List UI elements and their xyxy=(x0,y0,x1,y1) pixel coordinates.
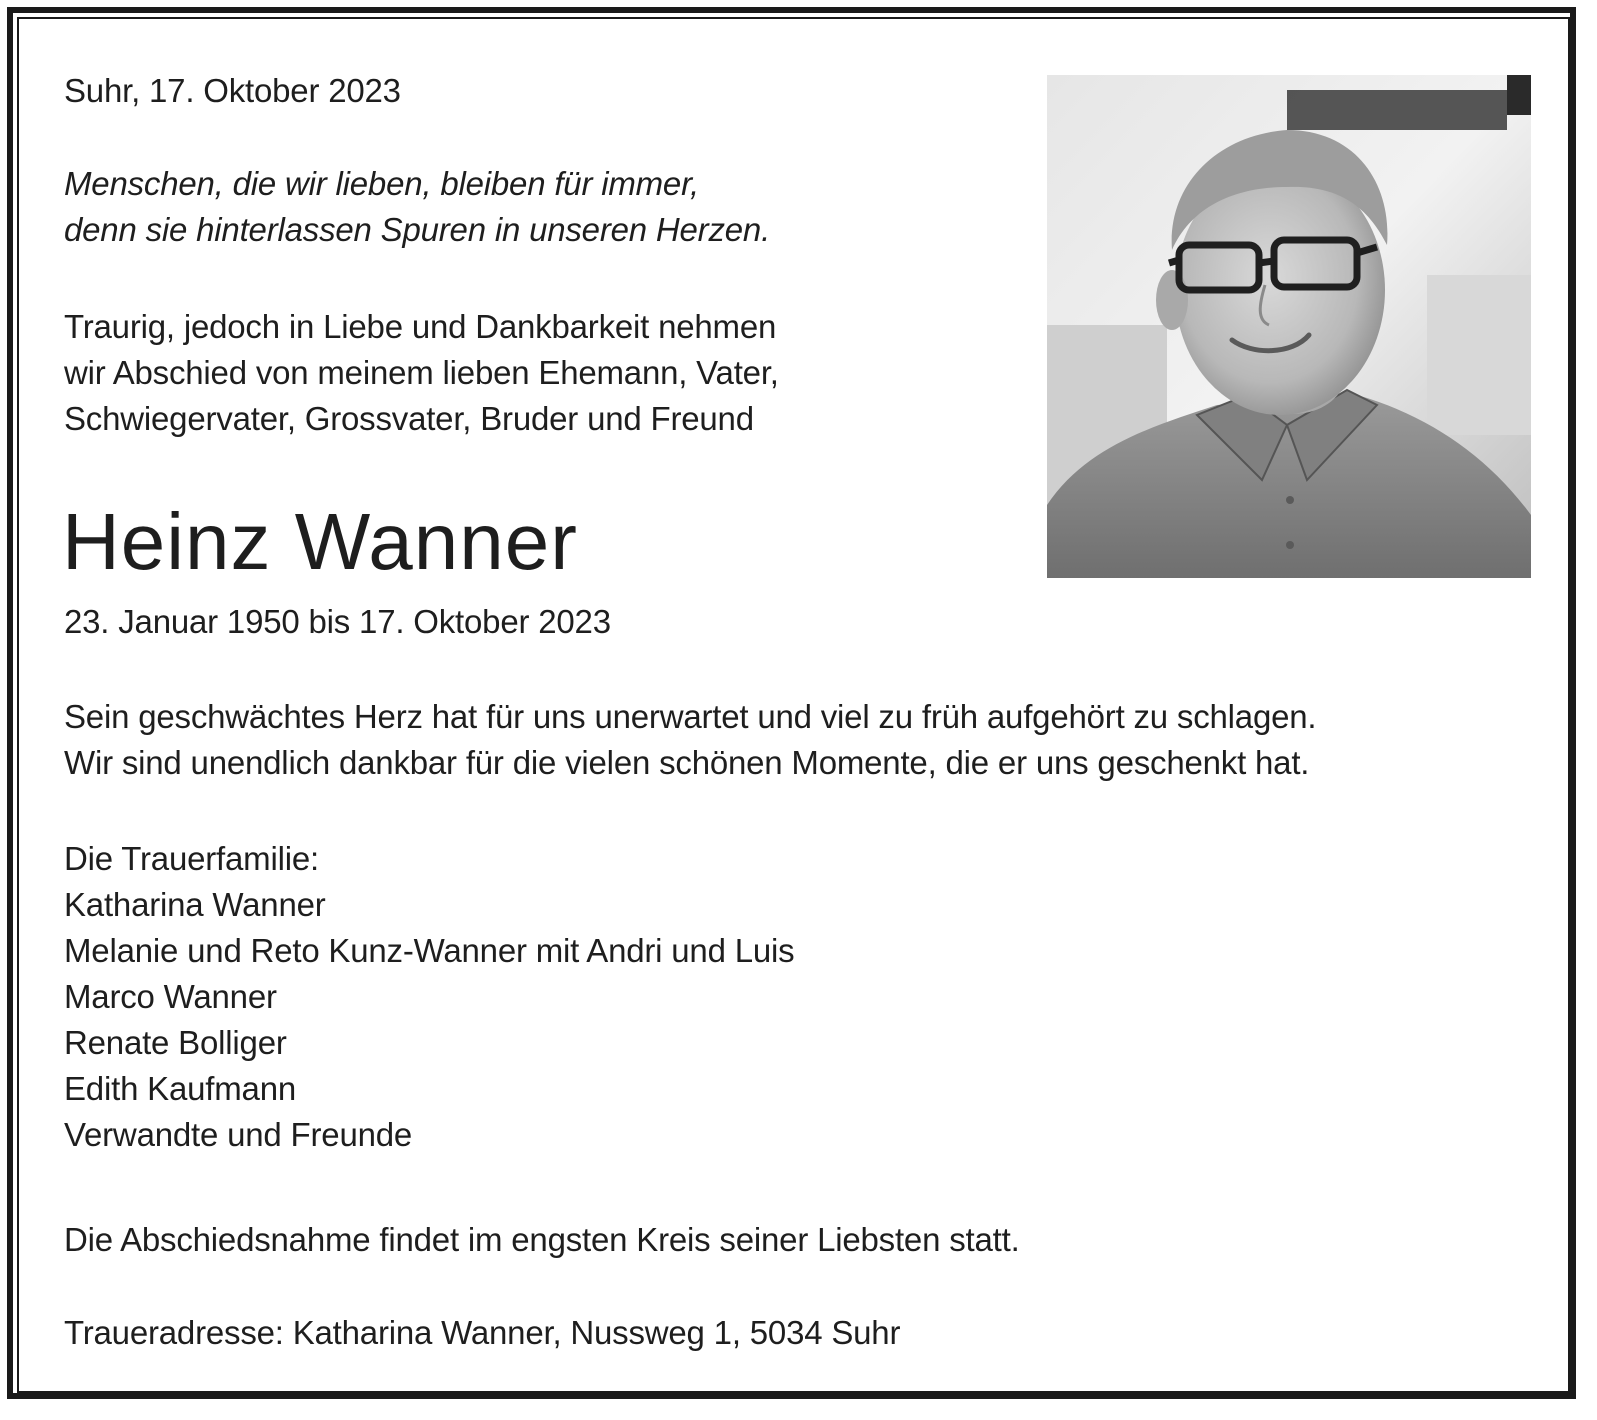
quote-line-1: Menschen, die wir lieben, bleiben für immer, xyxy=(64,165,700,202)
deceased-name: Heinz Wanner xyxy=(62,497,578,586)
mourning-address: Traueradresse: Katharina Wanner, Nussweg 1, 5034 Suhr xyxy=(64,1314,901,1351)
portrait-photo xyxy=(1047,75,1531,578)
intro-line-2: wir Abschied von meinem lieben Ehemann, Vater, xyxy=(64,354,779,391)
family-member: Marco Wanner xyxy=(64,978,277,1015)
family-heading: Die Trauerfamilie: xyxy=(64,840,319,877)
family-list xyxy=(64,836,794,1158)
life-dates: 23. Januar 1950 bis 17. Oktober 2023 xyxy=(64,603,611,640)
message-line-2: Wir sind unendlich dankbar für die vielen schönen Momente, die er uns geschenkt hat. xyxy=(64,744,1310,781)
intro-text xyxy=(64,304,779,442)
memorial-quote xyxy=(64,161,770,253)
farewell-note: Die Abschiedsnahme findet im engsten Kreis seiner Liebsten statt. xyxy=(64,1221,1020,1258)
intro-line-1: Traurig, jedoch in Liebe und Dankbarkeit nehmen xyxy=(64,308,777,345)
family-member: Melanie und Reto Kunz-Wanner mit Andri und Luis xyxy=(64,932,795,969)
message-line-1: Sein geschwächtes Herz hat für uns unerwartet und viel zu früh aufgehört zu schlagen. xyxy=(64,698,1317,735)
family-member: Verwandte und Freunde xyxy=(64,1116,413,1153)
family-member: Katharina Wanner xyxy=(64,886,326,923)
family-member: Edith Kaufmann xyxy=(64,1070,297,1107)
intro-line-3: Schwiegervater, Grossvater, Bruder und Freund xyxy=(64,400,754,437)
place-date: Suhr, 17. Oktober 2023 xyxy=(64,72,401,109)
message-text xyxy=(64,694,1316,786)
quote-line-2: denn sie hinterlassen Spuren in unseren Herzen. xyxy=(64,211,771,248)
family-member: Renate Bolliger xyxy=(64,1024,287,1061)
